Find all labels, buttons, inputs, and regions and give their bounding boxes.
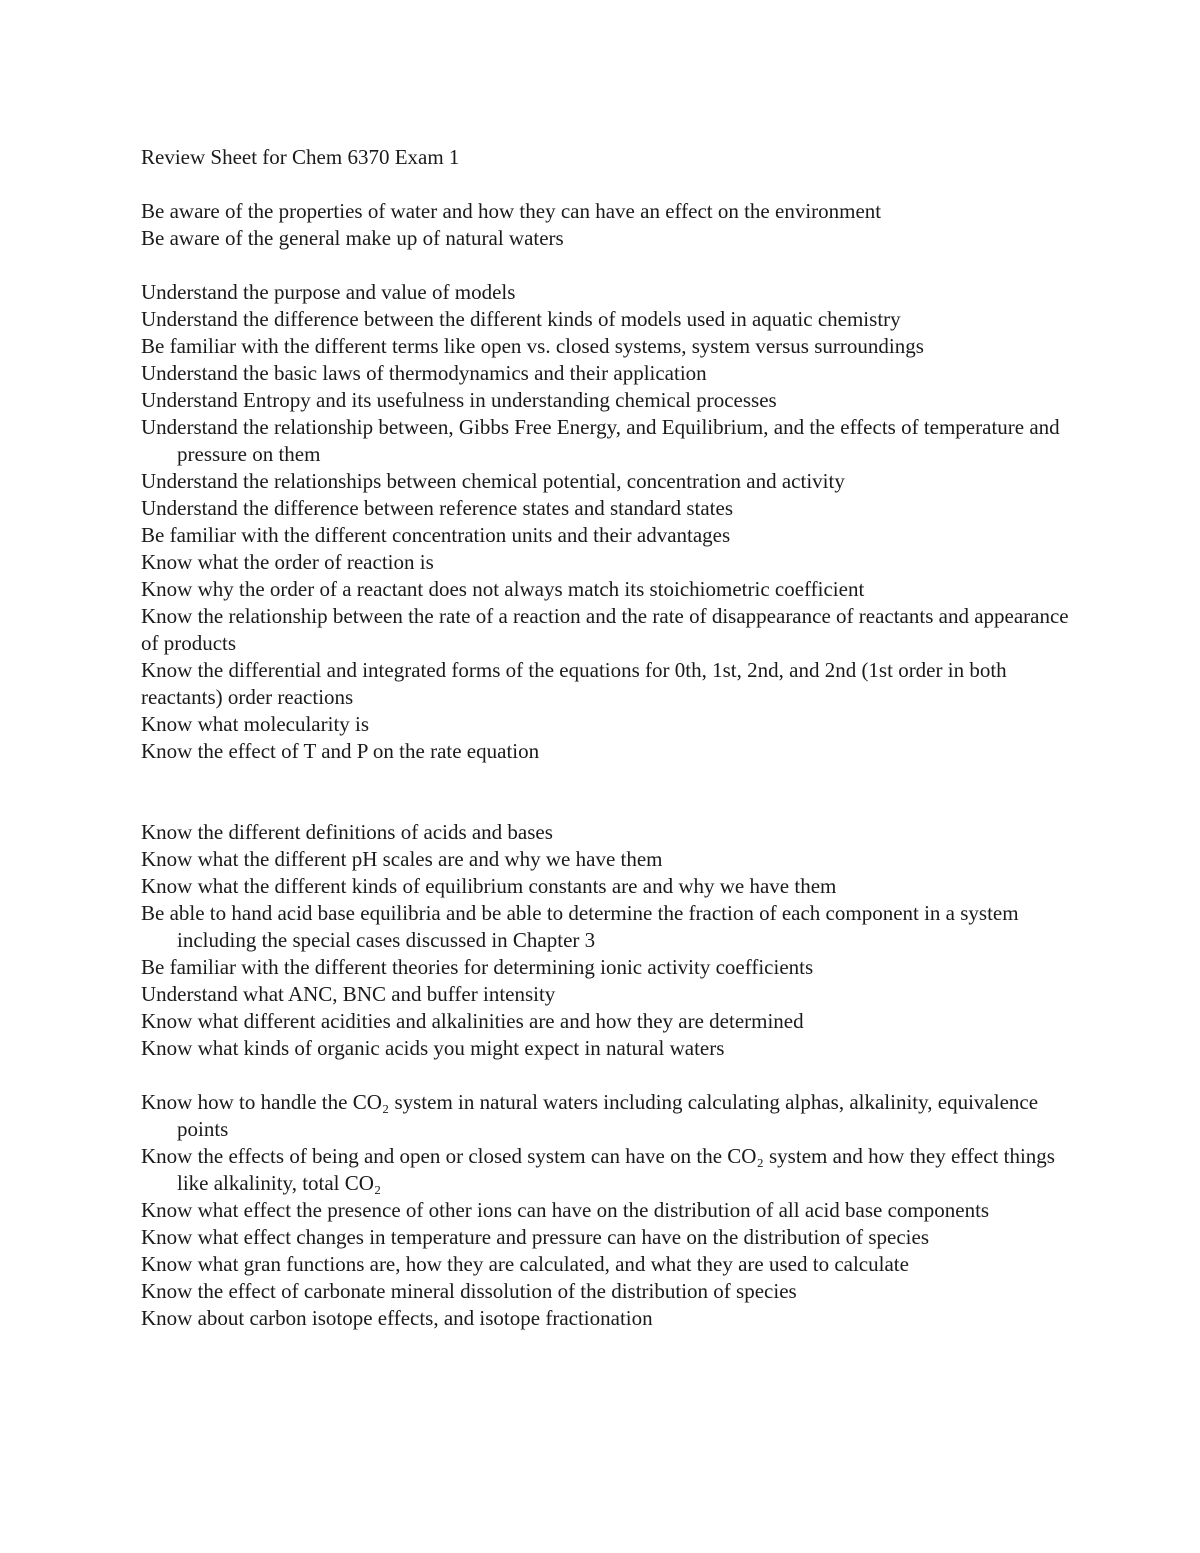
review-item: Be aware of the properties of water and how they can have an effect on the environment [141,199,882,223]
review-item: Know why the order of a reactant does not always match its stoichiometric coefficient [141,577,865,601]
section-acids-bases [141,819,1081,1062]
review-item: Know the effect of T and P on the rate equation [141,739,540,763]
section-spacer [141,252,1081,279]
section-co2-system [141,1089,1081,1332]
review-item: Know what the order of reaction is [141,550,434,574]
review-item: Know what the different kinds of equilibrium constants are and why we have them [141,874,837,898]
review-item: Know the effects of being and open or closed system can have on the CO₂ system and how they effect things like alkalinity, total CO₂ [141,1144,1055,1195]
review-item: Be aware of the general make up of natural waters [141,226,564,250]
review-item: Know how to handle the CO₂ system in natural waters including calculating alphas, alkalinity, equivalence points [141,1090,1039,1141]
review-item: Know what the different pH scales are and why we have them [141,847,663,871]
section-water-properties [141,198,1081,252]
review-item: Know what effect the presence of other ions can have on the distribution of all acid base components [141,1198,990,1222]
review-item: Be familiar with the different theories for determining ionic activity coefficients [141,955,814,979]
review-item: Understand the relationship between, Gibbs Free Energy, and Equilibrium, and the effects of temperature and pressure on them [141,415,1060,466]
review-item: Know the different definitions of acids and bases [141,820,553,844]
review-item: Understand the difference between reference states and standard states [141,496,733,520]
review-item: Understand Entropy and its usefulness in understanding chemical processes [141,388,777,412]
review-item: Be familiar with the different terms like open vs. closed systems, system versus surroundings [141,334,924,358]
review-item: Understand the relationships between chemical potential, concentration and activity [141,469,845,493]
review-item: Know what different acidities and alkalinities are and how they are determined [141,1009,804,1033]
review-item: Understand the basic laws of thermodynamics and their application [141,361,707,385]
review-item: Know what kinds of organic acids you might expect in natural waters [141,1036,725,1060]
document-body [141,144,1081,1332]
section-spacer [141,765,1081,819]
review-item: Understand the difference between the different kinds of models used in aquatic chemistry [141,307,901,331]
section-thermo-kinetics [141,279,1081,765]
review-item: Know the differential and integrated forms of the equations for 0th, 1st, 2nd, and 2nd (1st order in both reactants) order reactions [141,658,1007,709]
review-item: Know what effect changes in temperature and pressure can have on the distribution of species [141,1225,930,1249]
review-item: Be able to hand acid base equilibria and be able to determine the fraction of each component in a system including the special cases discussed in Chapter 3 [141,901,1019,952]
review-item: Be familiar with the different concentration units and their advantages [141,523,731,547]
review-item: Know what molecularity is [141,712,370,736]
review-item: Know the effect of carbonate mineral dissolution of the distribution of species [141,1279,797,1303]
review-item: Know what gran functions are, how they are calculated, and what they are used to calculate [141,1252,909,1276]
document-title: Review Sheet for Chem 6370 Exam 1 [141,145,460,169]
review-item: Understand the purpose and value of models [141,280,516,304]
section-spacer [141,1062,1081,1089]
review-item: Understand what ANC, BNC and buffer intensity [141,982,556,1006]
review-item: Know about carbon isotope effects, and isotope fractionation [141,1306,653,1330]
review-item: Know the relationship between the rate of a reaction and the rate of disappearance of reactants and appearance of products [141,604,1069,655]
